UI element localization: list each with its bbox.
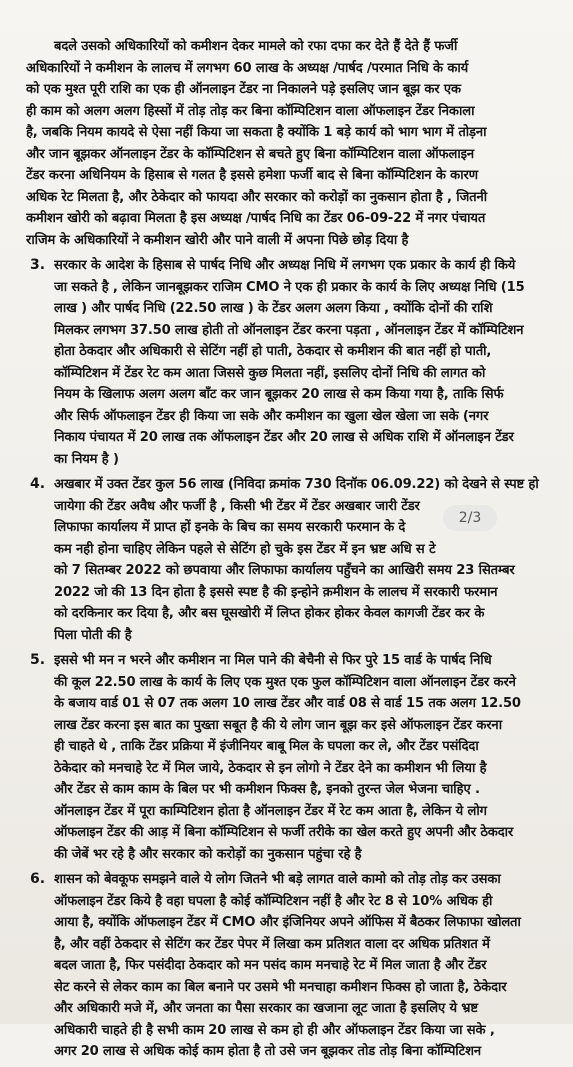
text-line: ठेकेदार को मनचाहे रेट में मिल जाये, ठेकदार से इन लोगो ने टेंडर देने का कमीशन भी लिया है	[54, 760, 487, 776]
text-line: और जान बूझकर ऑनलाइन टेंडर के कॉम्पिटिशन से बचते हुए बिना कॉम्पिटिशन वाला ऑफलाइन	[26, 146, 475, 162]
text-line: सेट करने से लेकर काम का बिल बनाने पर उसमे भी मनचाहा कमीशन फिक्स हो जाता है, ठेकेदार	[54, 979, 507, 995]
text-line: लाख ) और पार्षद निधि (22.50 लाख ) के टेंडर अलग अलग किया , क्योंकि दोनों की राशि	[54, 301, 493, 316]
text-line: ही चाहते थे , ताकि टेंडर प्रक्रिया में इंजीनियर बाबू मिल के घपला कर ले, और टेंडर पसंदिदा	[54, 739, 479, 754]
text-line: अधिक रेट मिलता है, और ठेकेदार को फायदा और सरकार को करोड़ों का नुकसान होता है , जितनी	[26, 189, 488, 205]
page-indicator: 2/3	[443, 505, 497, 531]
text-line: और टेंडर से काम काम के बिल पर भी कमीशन फिक्स है, इनको तुरन्त जेल भेजना चाहिए .	[54, 782, 480, 797]
paragraph-lead	[26, 36, 554, 251]
text-line: लाख टेंडर करना इस बात का पुख्ता सबूत है की ये लोग जान बूझ कर इसे ऑफलाइन टेंडर करना	[54, 717, 502, 733]
text-line: ऑनलाइन टेंडर में पूरा काम्पिटिशन होता है ऑनलाइन टेंडर में रेट कम आता है, लेकिन ये लोग	[54, 803, 487, 819]
text-line: को दरकिनार कर दिया है, और बस घूसखोरी में लिप्त होकर होकर केवल कागजी टेंडर कर के	[54, 606, 485, 621]
text-line: जायेगा की टेंडर अवैध और फर्जी है , किसी भी टेंडर में टेंडर अखबार जारी टेंडर	[54, 498, 420, 514]
paragraph-number: 3.	[30, 257, 46, 273]
text-line: आया है, क्योंकि ऑफलाइन टेंडर में CMO और इंजिनियर अपने ऑफिस में बैठकर लिफाफा खोलता	[54, 915, 521, 930]
text-line: बदल जाता है, फिर पसंदीदा ठेकदार को मन पसंद काम मनचाहे रेट में मिल जाता है और टेंडर	[54, 958, 487, 973]
text-line: अखबार में उक्त टेंडर कुल 56 लाख (निविदा क्रमांक 730 दिनॉक 06.09.22) को देखने से स्पष्ट हो	[54, 477, 539, 492]
text-line: ही काम को अलग अलग हिस्सों में तोड़ तोड़ कर बिना कॉम्पिटिशन वाला ऑफलाइन टेंडर निकाला	[26, 103, 475, 119]
text-line: जा सकते है , लेकिन जानबूझकर राजिम CMO ने एक ही प्रकार के कार्य के लिए अध्यक्ष निधि (15	[54, 279, 525, 295]
text-line: नियम के खिलाफ अलग अलग बाँट कर जान बूझकर 20 लाख से कम किया गया है, ताकि सिर्फ	[54, 387, 504, 402]
text-line: के बजाय वार्ड 01 से 07 तक अलग 10 लाख टेंडर और वार्ड 08 से वार्ड 15 तक अलग 12.50	[54, 696, 521, 711]
text-line: निकाय पंचायत में 20 लाख तक ऑफलाइन टेंडर और 20 लाख से अधिक राशि में ऑनलाइन टेंडर	[54, 430, 514, 445]
paragraph-number: 6.	[30, 871, 46, 887]
text-line: टेंडर करना अधिनियम के हिसाब से गलत है इससे हमेशा फर्जी बाद से बिना कॉम्पिटिशन के कारण	[26, 168, 478, 183]
text-line: 2022 जो की 13 दिन होता है इससे स्पष्ट है की इन्होने क़मीशन के लालच में सरकारी फरमान	[54, 584, 498, 600]
text-line: की जेबें भर रहे है और सरकार को करोड़ों का नुकसान पहुंचा रहे है	[54, 846, 362, 862]
paragraph-number: 4.	[30, 476, 46, 492]
text-line: का नियम है )	[54, 451, 119, 467]
text-line: कमीशन खोरी को बढ़ावा मिलता है इस अध्यक्ष /पार्षद निधि का टेंडर 06-09-22 में नगर पंचायत	[26, 211, 486, 226]
text-line: अधिकारियों ने कमीशन के लालच में लगभग 60 लाख के अध्यक्ष /पार्षद /परमात निधि के कार्य	[26, 60, 469, 76]
paragraph-5	[26, 650, 554, 865]
text-line: सरकार के आदेश के हिसाब से पार्षद निधि और अध्यक्ष निधि में लगभग एक प्रकार के कार्य ही किये	[54, 258, 516, 273]
text-line: राजिम के अधिकारियों ने कमीशन खोरी और पाने वाली में अपना पिछे छोड़ दिया है	[26, 232, 409, 248]
text-line: मिलकर लगभग 37.50 लाख होती तो ऑनलाइन टेंडर करना पड़ता , ऑनलाइन टेंडर में कॉम्पिटिशन	[54, 322, 524, 338]
text-line: इससे भी मन न भरने और कमीशन ना मिल पाने की बेचैनी से फिर पुरे 15 वार्ड के पार्षद निधि	[54, 653, 492, 668]
text-line: है, जबकि नियम कायदे से ऐसा नहीं किया जा सकता है क्योंकि 1 बड़े कार्य को भाग भाग में तोड़ना	[26, 125, 487, 140]
paragraph-4	[26, 474, 554, 646]
text-line: है, और वहीं ठेकदार से सेटिंग कर टेंडर पेपर में लिखा कम प्रतिशत वाला दर अधिक प्रतिशत में	[54, 936, 490, 952]
paragraph-6	[26, 869, 554, 1063]
text-line: और अधिकारी मजे में, और जनता का पैसा सरकार का खजाना लूट जाता है इसलिए ये भ्रष्ट	[54, 1001, 478, 1016]
text-line: और सिर्फ ऑफलाइन टेंडर ही किया जा सके और कमीशन का खुला खेल खेला जा सके (नगर	[54, 408, 489, 424]
document-body	[26, 36, 554, 1067]
text-line: लिफाफा कार्यालय में प्राप्त हों इनके के बिच का समय सरकारी फरमान के दे	[54, 520, 406, 535]
text-line: कम नही होना चाहिए लेकिन पहले से सेटिंग हो चुके इस टेंडर में इन भ्रष्ट अधि स टे	[54, 541, 436, 557]
text-line: पिला पोती की है	[54, 627, 132, 643]
text-line: होता ठेकदार और अधिकारी से सेटिंग नहीं हो पाती, ठेकदार से कमीशन की बात नहीं हो पाती,	[54, 344, 492, 359]
paragraph-3	[26, 255, 554, 470]
text-line: अगर 20 लाख से अधिक कोई काम होता है तो उसे जन बूझकर तोड तोड़ बिना कॉम्पिटिशन	[54, 1044, 481, 1059]
text-line: ऑफलाइन टेंडर की आड़ में बिना कॉम्पिटिशन से फर्जी तरीके का खेल करते हुए अपनी और ठेकदार	[54, 825, 514, 840]
text-line: ऑफलाइन टेंडर किये है वहा घपला है कोई कॉम्पिटिशन नहीं है और रेट 8 से 10% अधिक ही	[54, 893, 493, 909]
text-line: को 7 सितम्बर 2022 को छपवाया और लिफाफा कार्यालय पहुँचने का आखिरी समय 23 सितम्बर	[54, 563, 515, 578]
text-line: बदले उसको अधिकारियों को कमीशन देकर मामले को रफा दफा कर देते हैं देते हैं फर्जी	[54, 39, 458, 54]
paragraph-number: 5.	[30, 652, 46, 668]
text-line: कॉम्पिटिशन में टेंडर रेट कम आता जिससे कुछ मिलता नहीं, इसलिए दोनों निधि की लागत को	[54, 365, 486, 381]
text-line: शासन को बेवकूफ समझने वाले ये लोग जितने भी बड़े लागत वाले कामो को तोड़ तोड़ कर उसका	[54, 872, 501, 887]
text-line: की कूल 22.50 लाख के कार्य के लिए एक मुश्त एक फुल कॉम्पिटिशन वाला ऑनलाइन टेंडर करने	[54, 674, 516, 690]
text-line: अधिकारी चाहते ही है सभी काम 20 लाख से कम हो ही और ऑफलाइन टेंडर किया जा सके ,	[54, 1022, 495, 1038]
text-line: को एक मुश्त पूरी राशि का एक ही ऑनलाइन टेंडर ना निकालने पड़े इसलिए जान बूझ कर एक	[26, 82, 461, 97]
